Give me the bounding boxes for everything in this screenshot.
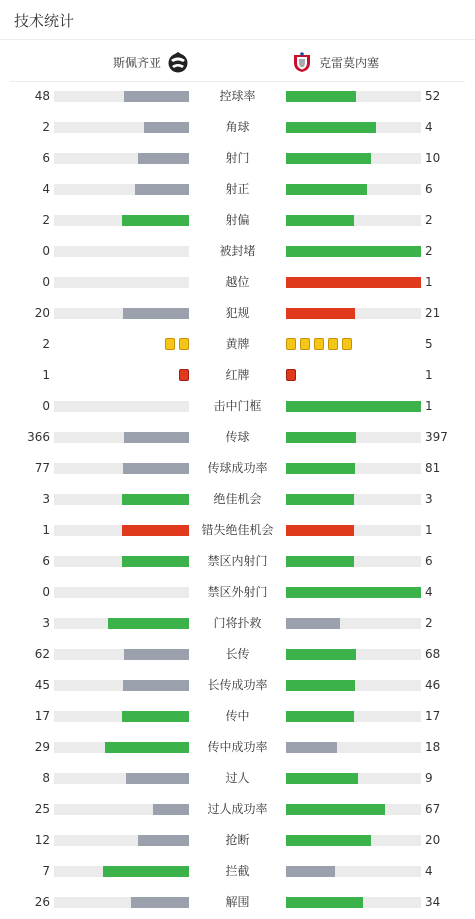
home-bar-fill: [144, 122, 189, 133]
stat-label: 禁区内射门: [207, 554, 268, 568]
away-value: 3: [425, 492, 433, 506]
stat-row: [0, 639, 475, 670]
away-bar-fill: [286, 308, 355, 319]
home-bar-fill: [123, 680, 189, 691]
home-value: 12: [34, 833, 50, 847]
away-bar-fill: [286, 897, 363, 908]
away-bar-fill: [286, 215, 354, 226]
home-value: 366: [27, 430, 50, 444]
home-value: 2: [42, 120, 50, 134]
away-cards: [286, 338, 354, 350]
home-value: 26: [34, 895, 50, 909]
home-value: 77: [34, 461, 50, 475]
stat-row: [0, 329, 475, 360]
away-bar-track: [286, 246, 421, 257]
away-bar-track: [286, 494, 421, 505]
stat-label: 传中: [225, 709, 250, 723]
home-bar-track: [54, 835, 189, 846]
stat-row: [0, 763, 475, 794]
away-bar-track: [286, 525, 421, 536]
stat-label: 射正: [225, 182, 250, 196]
home-bar-fill: [122, 525, 190, 536]
home-bar-track: [54, 773, 189, 784]
away-bar-fill: [286, 835, 371, 846]
home-bar-fill: [124, 432, 189, 443]
away-bar-fill: [286, 804, 385, 815]
home-bar-track: [54, 91, 189, 102]
stat-row: [0, 236, 475, 267]
away-bar-track: [286, 587, 421, 598]
home-bar-fill: [122, 556, 190, 567]
away-bar-fill: [286, 494, 354, 505]
yellow-card-icon: [286, 338, 296, 350]
away-bar-track: [286, 215, 421, 226]
home-bar-track: [54, 432, 189, 443]
away-value: 1: [425, 399, 433, 413]
home-bar-track: [54, 184, 189, 195]
home-value: 0: [42, 585, 50, 599]
stat-label: 黄牌: [225, 337, 250, 351]
home-bar-track: [54, 711, 189, 722]
home-bar-fill: [138, 835, 189, 846]
home-value: 4: [42, 182, 50, 196]
away-value: 34: [425, 895, 441, 909]
home-bar-fill: [153, 804, 189, 815]
away-value: 2: [425, 244, 433, 258]
home-bar-fill: [122, 711, 190, 722]
away-value: 6: [425, 182, 433, 196]
home-bar-fill: [126, 773, 189, 784]
away-value: 1: [425, 275, 433, 289]
home-value: 45: [34, 678, 50, 692]
stat-row: [0, 732, 475, 763]
away-bar-fill: [286, 153, 371, 164]
stat-row: [0, 174, 475, 205]
stat-row: [0, 81, 475, 112]
home-cards: [163, 338, 189, 350]
home-bar-fill: [124, 649, 189, 660]
home-bar-fill: [123, 463, 189, 474]
stat-row: [0, 422, 475, 453]
home-bar-fill: [108, 618, 189, 629]
yellow-card-icon: [300, 338, 310, 350]
away-bar-fill: [286, 401, 421, 412]
home-bar-fill: [124, 91, 189, 102]
stat-label: 越位: [225, 275, 250, 289]
home-bar-track: [54, 649, 189, 660]
away-bar-track: [286, 122, 421, 133]
away-bar-fill: [286, 742, 337, 753]
away-value: 17: [425, 709, 441, 723]
yellow-card-icon: [328, 338, 338, 350]
away-team[interactable]: [291, 51, 379, 73]
stat-label: 被封堵: [219, 244, 256, 258]
away-bar-track: [286, 308, 421, 319]
away-bar-fill: [286, 680, 355, 691]
stat-label: 长传成功率: [207, 678, 268, 692]
home-bar-track: [54, 525, 189, 536]
away-bar-fill: [286, 556, 354, 567]
home-value: 29: [34, 740, 50, 754]
away-value: 81: [425, 461, 441, 475]
away-bar-fill: [286, 773, 358, 784]
away-bar-track: [286, 804, 421, 815]
stat-row: [0, 267, 475, 298]
away-bar-track: [286, 184, 421, 195]
home-bar-track: [54, 246, 189, 257]
home-value: 0: [42, 399, 50, 413]
stat-row: [0, 701, 475, 732]
away-bar-track: [286, 711, 421, 722]
home-bar-track: [54, 463, 189, 474]
red-card-icon: [286, 369, 296, 381]
home-value: 8: [42, 771, 50, 785]
home-bar-track: [54, 618, 189, 629]
home-value: 62: [34, 647, 50, 661]
home-value: 7: [42, 864, 50, 878]
stat-row: [0, 453, 475, 484]
home-value: 0: [42, 275, 50, 289]
away-value: 1: [425, 368, 433, 382]
away-bar-fill: [286, 525, 354, 536]
away-bar-track: [286, 680, 421, 691]
teams-bar: [10, 41, 465, 82]
home-bar-track: [54, 122, 189, 133]
away-bar-track: [286, 556, 421, 567]
home-bar-track: [54, 866, 189, 877]
home-bar-fill: [122, 215, 190, 226]
away-bar-track: [286, 277, 421, 288]
home-bar-track: [54, 308, 189, 319]
home-value: 1: [42, 523, 50, 537]
away-bar-fill: [286, 432, 356, 443]
yellow-card-icon: [342, 338, 352, 350]
home-value: 1: [42, 368, 50, 382]
away-bar-fill: [286, 649, 356, 660]
away-bar-fill: [286, 122, 376, 133]
stat-label: 解围: [225, 895, 250, 909]
stat-row: [0, 484, 475, 515]
stat-label: 传球: [225, 430, 250, 444]
away-value: 4: [425, 585, 433, 599]
stat-row: [0, 887, 475, 918]
stat-row: [0, 546, 475, 577]
stats-header: [0, 0, 475, 40]
away-value: 1: [425, 523, 433, 537]
away-value: 52: [425, 89, 441, 103]
away-bar-track: [286, 835, 421, 846]
away-bar-fill: [286, 277, 421, 288]
home-team[interactable]: [113, 51, 189, 73]
away-value: 4: [425, 120, 433, 134]
away-team-name: 克雷莫内塞: [319, 55, 380, 70]
away-value: 2: [425, 616, 433, 630]
home-bar-track: [54, 494, 189, 505]
stat-row: [0, 143, 475, 174]
home-value: 0: [42, 244, 50, 258]
stat-label: 传球成功率: [207, 461, 268, 475]
away-value: 5: [425, 337, 433, 351]
away-bar-track: [286, 618, 421, 629]
away-bar-track: [286, 742, 421, 753]
away-bar-track: [286, 463, 421, 474]
stat-row: [0, 608, 475, 639]
home-bar-track: [54, 153, 189, 164]
away-bar-fill: [286, 618, 340, 629]
home-bar-fill: [122, 494, 190, 505]
stat-label: 击中门框: [213, 399, 262, 413]
home-bar-fill: [123, 308, 189, 319]
away-bar-track: [286, 153, 421, 164]
home-bar-track: [54, 215, 189, 226]
stat-label: 抢断: [225, 833, 250, 847]
home-value: 48: [34, 89, 50, 103]
away-bar-track: [286, 897, 421, 908]
home-bar-fill: [135, 184, 189, 195]
home-value: 17: [34, 709, 50, 723]
stat-label: 过人: [225, 771, 250, 785]
home-bar-track: [54, 897, 189, 908]
home-bar-fill: [105, 742, 189, 753]
stat-label: 角球: [225, 120, 250, 134]
away-value: 21: [425, 306, 441, 320]
yellow-card-icon: [165, 338, 175, 350]
stat-row: [0, 577, 475, 608]
home-cards: [177, 369, 189, 381]
home-value: 2: [42, 213, 50, 227]
stat-row: [0, 298, 475, 329]
stat-label: 禁区外射门: [207, 585, 268, 599]
away-cards: [286, 369, 298, 381]
red-card-icon: [179, 369, 189, 381]
home-bar-track: [54, 556, 189, 567]
stat-row: [0, 205, 475, 236]
away-bar-fill: [286, 587, 421, 598]
away-bar-track: [286, 866, 421, 877]
stat-row: [0, 825, 475, 856]
away-value: 2: [425, 213, 433, 227]
away-value: 68: [425, 647, 441, 661]
home-value: 6: [42, 151, 50, 165]
yellow-card-icon: [314, 338, 324, 350]
stat-row: [0, 391, 475, 422]
away-bar-track: [286, 401, 421, 412]
stat-label: 绝佳机会: [213, 492, 262, 506]
stat-row: [0, 515, 475, 546]
home-bar-fill: [103, 866, 189, 877]
stat-label: 射偏: [225, 213, 250, 227]
stat-row: [0, 670, 475, 701]
stat-row: [0, 112, 475, 143]
away-bar-track: [286, 432, 421, 443]
stat-label: 长传: [225, 647, 250, 661]
stat-row: [0, 856, 475, 887]
stat-label: 过人成功率: [207, 802, 268, 816]
home-bar-fill: [138, 153, 189, 164]
home-bar-track: [54, 742, 189, 753]
home-value: 20: [34, 306, 50, 320]
stat-label: 红牌: [225, 368, 250, 382]
away-value: 18: [425, 740, 441, 754]
stat-label: 门将扑救: [213, 616, 262, 630]
away-value: 9: [425, 771, 433, 785]
away-value: 4: [425, 864, 433, 878]
away-bar-fill: [286, 184, 367, 195]
home-team-name: 斯佩齐亚: [112, 55, 161, 70]
home-value: 2: [42, 337, 50, 351]
home-value: 25: [34, 802, 50, 816]
away-bar-track: [286, 773, 421, 784]
stat-label: 传中成功率: [207, 740, 268, 754]
home-bar-track: [54, 804, 189, 815]
home-bar-track: [54, 401, 189, 412]
stat-row: [0, 794, 475, 825]
cremonese-crest-icon: [291, 51, 313, 73]
away-bar-fill: [286, 711, 354, 722]
home-bar-track: [54, 587, 189, 598]
away-bar-fill: [286, 866, 335, 877]
stat-label: 犯规: [225, 306, 250, 320]
page-title: 技术统计: [14, 12, 75, 30]
yellow-card-icon: [179, 338, 189, 350]
away-value: 10: [425, 151, 441, 165]
away-bar-track: [286, 649, 421, 660]
stat-label: 控球率: [219, 89, 256, 103]
away-value: 6: [425, 554, 433, 568]
away-value: 46: [425, 678, 441, 692]
home-value: 3: [42, 616, 50, 630]
home-value: 6: [42, 554, 50, 568]
home-bar-track: [54, 277, 189, 288]
stat-row: [0, 360, 475, 391]
home-bar-track: [54, 680, 189, 691]
away-value: 397: [425, 430, 448, 444]
away-bar-fill: [286, 246, 421, 257]
spezia-crest-icon: [167, 51, 189, 73]
home-value: 3: [42, 492, 50, 506]
away-value: 67: [425, 802, 441, 816]
away-bar-fill: [286, 463, 355, 474]
away-bar-track: [286, 91, 421, 102]
stat-label: 拦截: [225, 864, 250, 878]
home-bar-fill: [131, 897, 189, 908]
away-bar-fill: [286, 91, 356, 102]
away-value: 20: [425, 833, 441, 847]
stat-label: 射门: [225, 151, 250, 165]
stat-label: 错失绝佳机会: [201, 523, 274, 537]
